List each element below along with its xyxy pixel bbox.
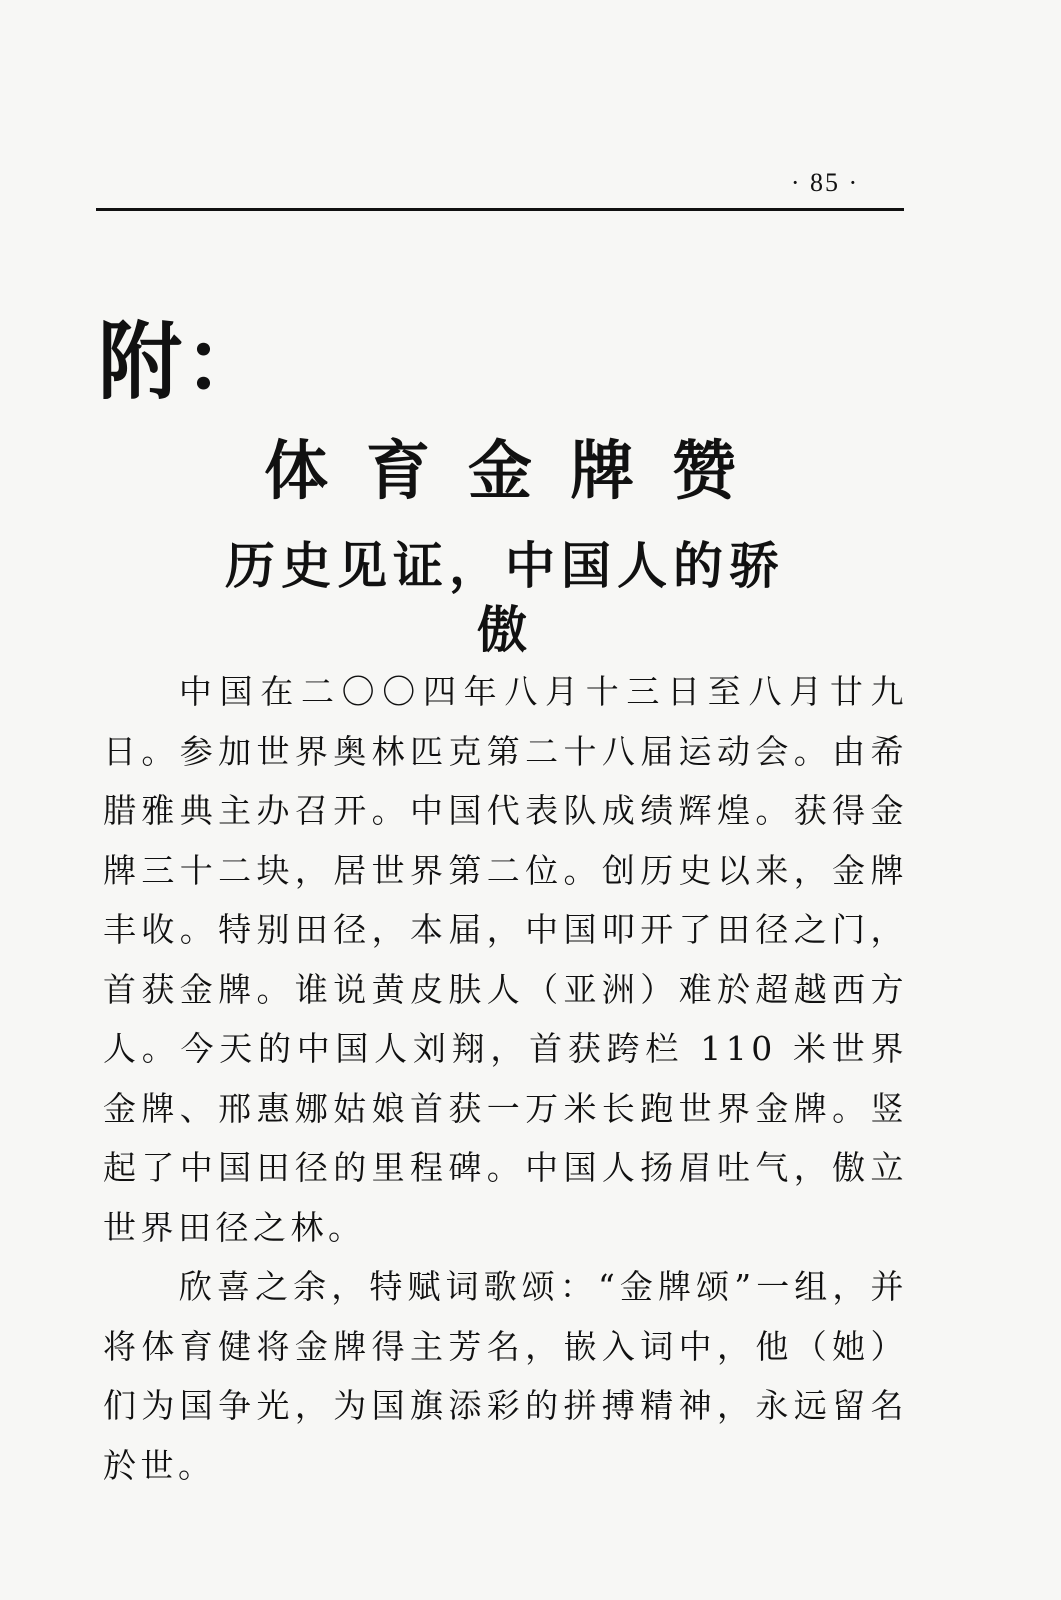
body-text: [103, 662, 908, 1495]
page-title: 体育金牌赞: [264, 434, 774, 509]
paragraph-2: 欣喜之余，特赋词歌颂：“金牌颂”一组，并将体育健将金牌得主芳名，嵌入词中，他（她）们为国争光，为国旗添彩的拼搏精神，永远留名於世。: [103, 1267, 908, 1485]
appendix-label: 附：: [98, 313, 271, 411]
paragraph-1: 中国在二〇〇四年八月十三日至八月廿九日。参加世界奥林匹克第二十八届运动会。由希腊雅典主办召开。中国代表队成绩辉煌。获得金牌三十二块，居世界第二位。创历史以来，金牌丰收。特别田径，本届，中国叩开了田径之门，首获金牌。谁说黄皮肤人（亚洲）难於超越西方人。今天的中国人刘翔，首获跨栏 110 米世界金牌、邢惠娜姑娘首获一万米长跑世界金牌。竖起了中国田径的里程碑。中国人扬眉吐气，傲立世界田径之林。: [103, 672, 908, 1247]
page-subtitle: 历史见证，中国人的骄傲: [225, 536, 785, 659]
page-number: · 85 ·: [790, 168, 860, 197]
header-rule: [96, 208, 904, 211]
